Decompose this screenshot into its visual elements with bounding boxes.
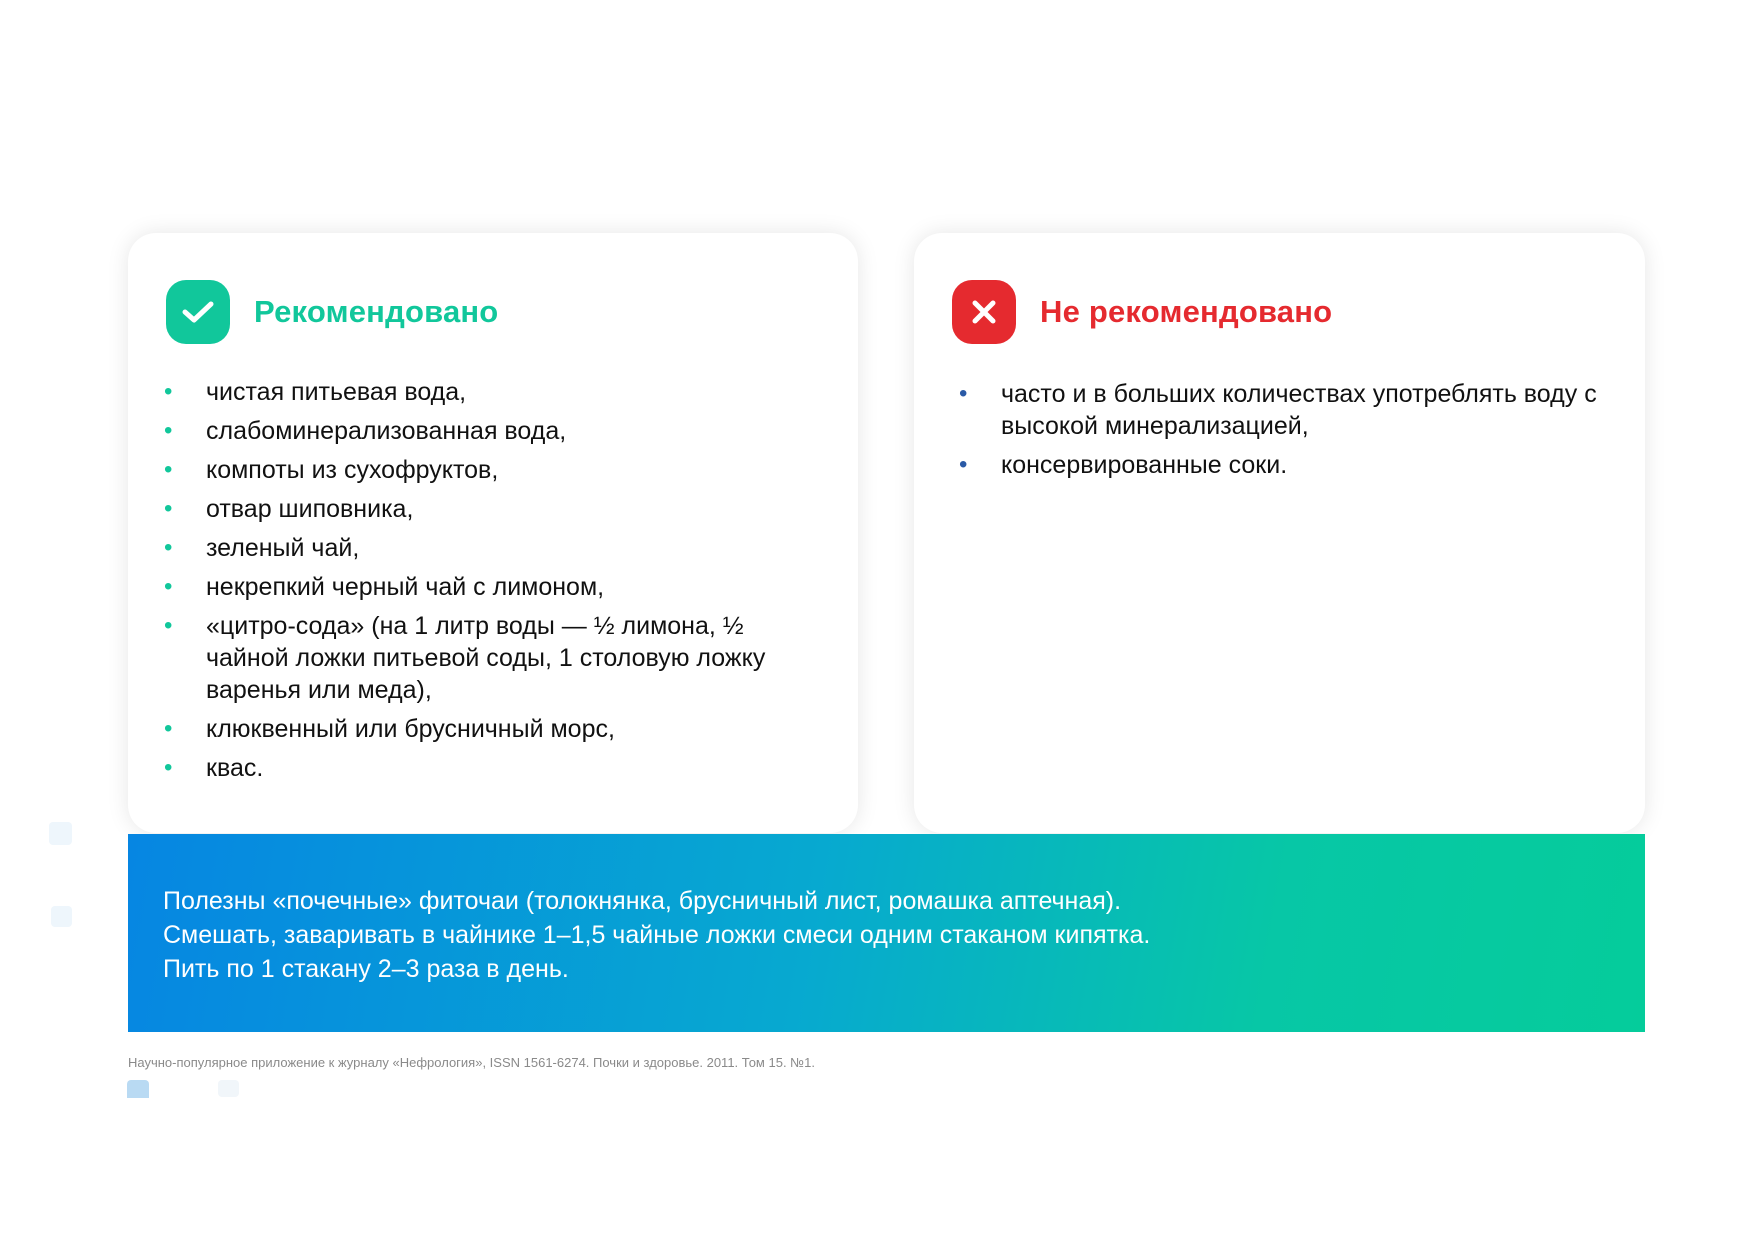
bullet-icon: •	[164, 754, 173, 781]
list-item-text: зеленый чай,	[206, 534, 360, 562]
list-item	[164, 713, 804, 745]
bullet-icon: •	[164, 456, 173, 483]
list-item	[164, 415, 804, 447]
recommended-list	[164, 376, 804, 791]
recommended-title: Рекомендовано	[254, 294, 499, 329]
bullet-icon: •	[959, 380, 968, 407]
not-recommended-header	[952, 280, 1332, 344]
list-item	[164, 376, 804, 408]
bullet-icon: •	[164, 378, 173, 405]
info-banner	[128, 834, 1645, 1032]
list-item	[959, 378, 1599, 442]
list-item-text: некрепкий черный чай с лимоном,	[206, 573, 605, 601]
list-item	[164, 454, 804, 486]
footnote: Научно-популярное приложение к журналу «Нефрология», ISSN 1561-6274. Почки и здоровье. 2011. Том 15. №1.	[128, 1055, 815, 1070]
banner-line: Полезны «почечные» фиточаи (толокнянка, брусничный лист, ромашка аптечная).	[163, 887, 1122, 915]
banner-text	[163, 884, 1150, 986]
list-item-text: компоты из сухофруктов,	[206, 456, 499, 484]
bullet-icon: •	[164, 534, 173, 561]
list-item-text: квас.	[206, 754, 264, 782]
list-item-text: «цитро-сода» (на 1 литр воды — ½ лимона, ½ чайной ложки питьевой соды, 1 столовую ложку варенья или меда),	[206, 612, 766, 704]
list-item	[164, 493, 804, 525]
bullet-icon: •	[164, 573, 173, 600]
check-icon	[166, 280, 230, 344]
list-item-text: отвар шиповника,	[206, 495, 414, 523]
close-icon	[952, 280, 1016, 344]
list-item	[164, 532, 804, 564]
list-item-text: слабоминерализованная вода,	[206, 417, 567, 445]
bullet-icon: •	[164, 612, 173, 639]
list-item-text: консервированные соки.	[1001, 451, 1288, 479]
list-item	[959, 449, 1599, 481]
decor-square	[127, 1080, 149, 1098]
decor-square	[51, 906, 72, 927]
list-item-text: клюквенный или брусничный морс,	[206, 715, 615, 743]
bullet-icon: •	[164, 417, 173, 444]
banner-line: Смешать, заваривать в чайнике 1–1,5 чайные ложки смеси одним стаканом кипятка.	[163, 921, 1151, 949]
bullet-icon: •	[164, 495, 173, 522]
not-recommended-list	[959, 378, 1599, 488]
banner-line: Пить по 1 стакану 2–3 раза в день.	[163, 955, 569, 983]
list-item	[164, 610, 804, 706]
not-recommended-card	[914, 233, 1645, 833]
recommended-header	[166, 280, 498, 344]
decor-square	[218, 1080, 239, 1097]
not-recommended-title: Не рекомендовано	[1040, 294, 1333, 329]
decor-square	[49, 822, 72, 845]
bullet-icon: •	[164, 715, 173, 742]
list-item	[164, 571, 804, 603]
list-item-text: часто и в больших количествах употреблять воду с высокой минерализацией,	[1001, 380, 1597, 440]
list-item-text: чистая питьевая вода,	[206, 378, 467, 406]
list-item	[164, 752, 804, 784]
bullet-icon: •	[959, 451, 968, 478]
recommended-card	[128, 233, 858, 833]
